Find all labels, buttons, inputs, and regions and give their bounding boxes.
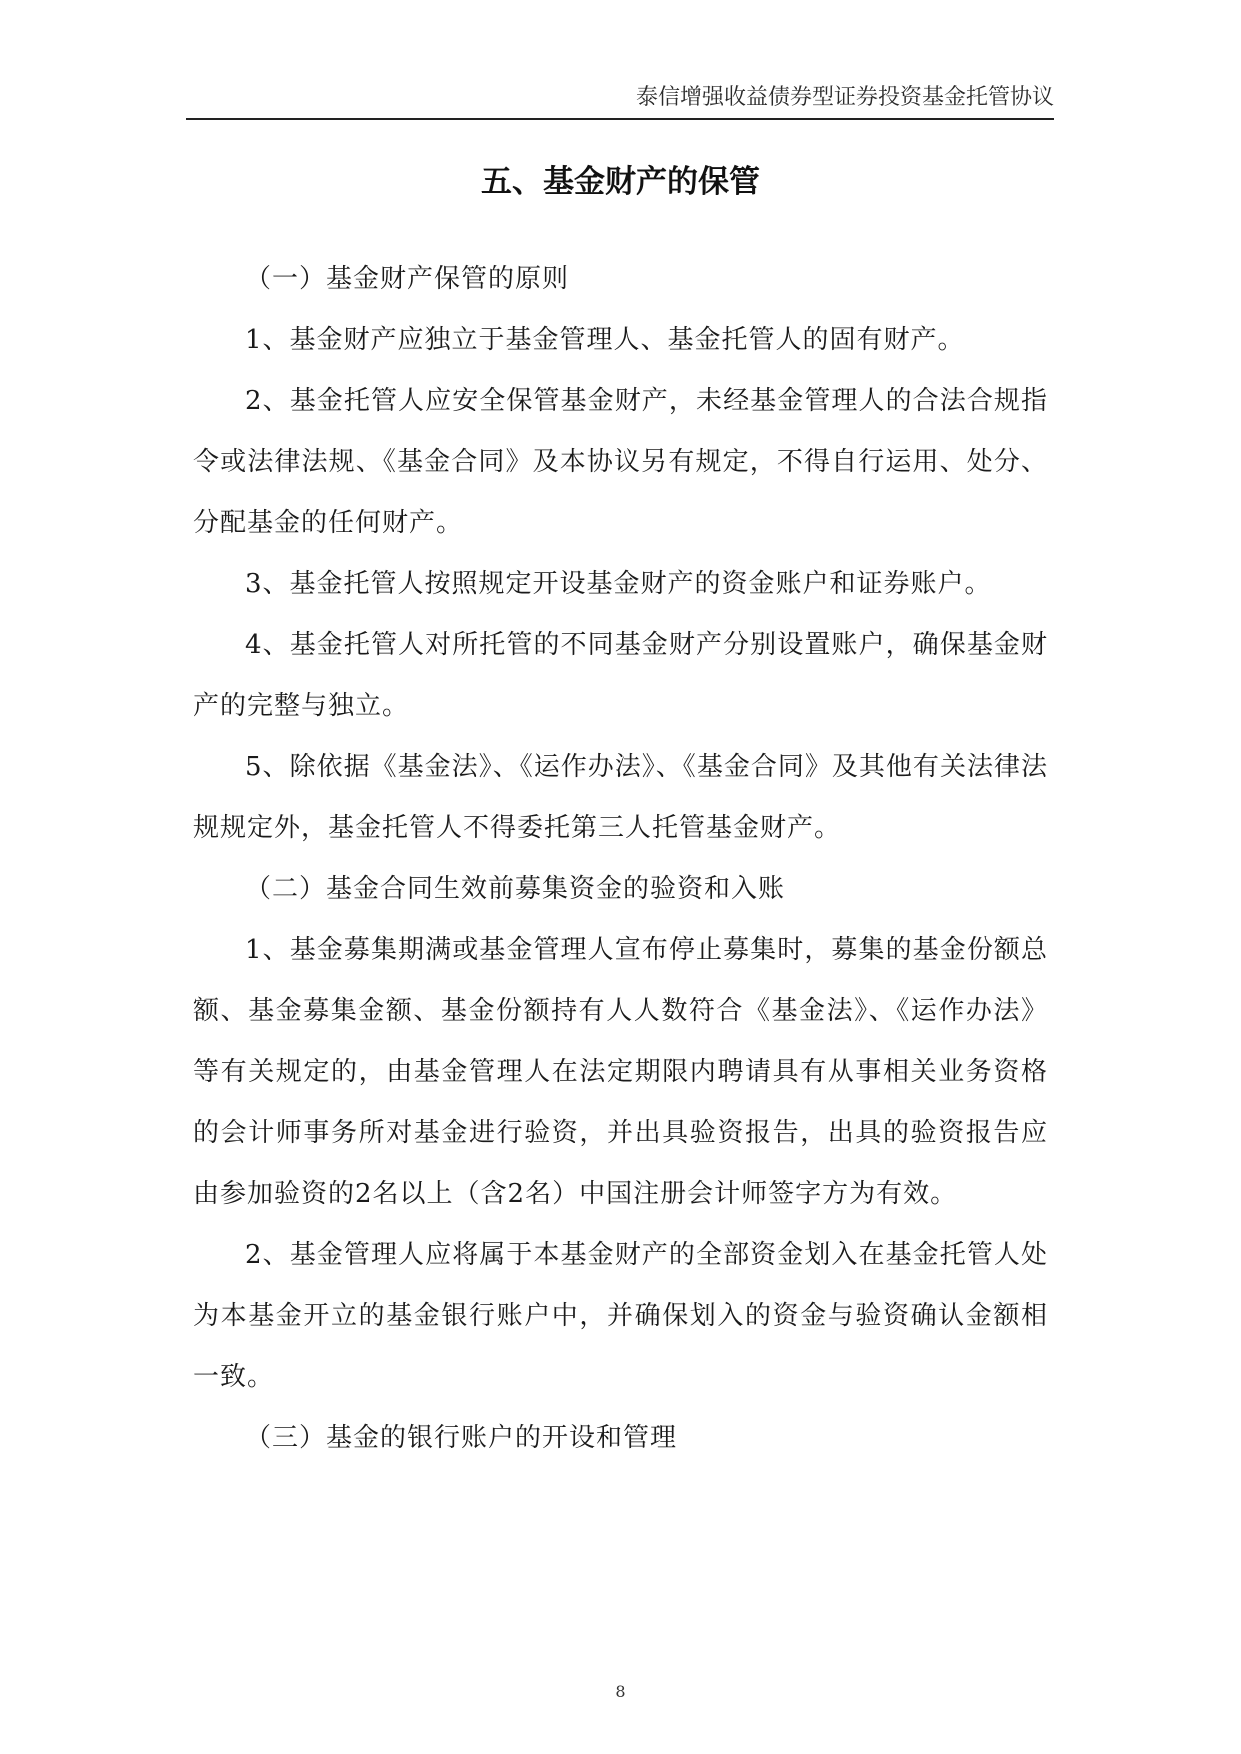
paragraph-1-2: 2、基金托管人应安全保管基金财产，未经基金管理人的合法合规指令或法律法规、《基金合同》及本协议另有规定，不得自行运用、处分、分配基金的任何财产。: [193, 386, 1048, 538]
paragraph-1-3: 3、基金托管人按照规定开设基金财产的资金账户和证券账户。: [245, 569, 992, 599]
document-body: [193, 249, 1048, 1469]
page-number: 8: [615, 1682, 626, 1701]
paragraph-1-5: 5、除依据《基金法》、《运作办法》、《基金合同》及其他有关法律法规规定外，基金托管人不得委托第三人托管基金财产。: [193, 752, 1048, 843]
paragraph-2-2: 2、基金管理人应将属于本基金财产的全部资金划入在基金托管人处为本基金开立的基金银行账户中，并确保划入的资金与验资确认金额相一致。: [193, 1240, 1048, 1392]
paragraph-2-1: 1、基金募集期满或基金管理人宣布停止募集时，募集的基金份额总额、基金募集金额、基金份额持有人人数符合《基金法》、《运作办法》等有关规定的，由基金管理人在法定期限内聘请具有从事相关业务资格的会计师事务所对基金进行验资，并出具验资报告，出具的验资报告应由参加验资的2名以上（含2名）中国注册会计师签字方为有效。: [193, 935, 1048, 1209]
document-header: [186, 84, 1054, 120]
paragraph-1-4: 4、基金托管人对所托管的不同基金财产分别设置账户，确保基金财产的完整与独立。: [193, 630, 1048, 721]
header-title: 泰信增强收益债券型证券投资基金托管协议: [635, 85, 1054, 110]
paragraph-1-1: 1、基金财产应独立于基金管理人、基金托管人的固有财产。: [245, 325, 965, 355]
subsection-heading-2: （二）基金合同生效前募集资金的验资和入账: [245, 874, 786, 904]
subsection-heading-3: （三）基金的银行账户的开设和管理: [245, 1423, 678, 1453]
subsection-heading-1: （一）基金财产保管的原则: [245, 264, 570, 294]
section-title: 五、基金财产的保管: [481, 164, 760, 200]
